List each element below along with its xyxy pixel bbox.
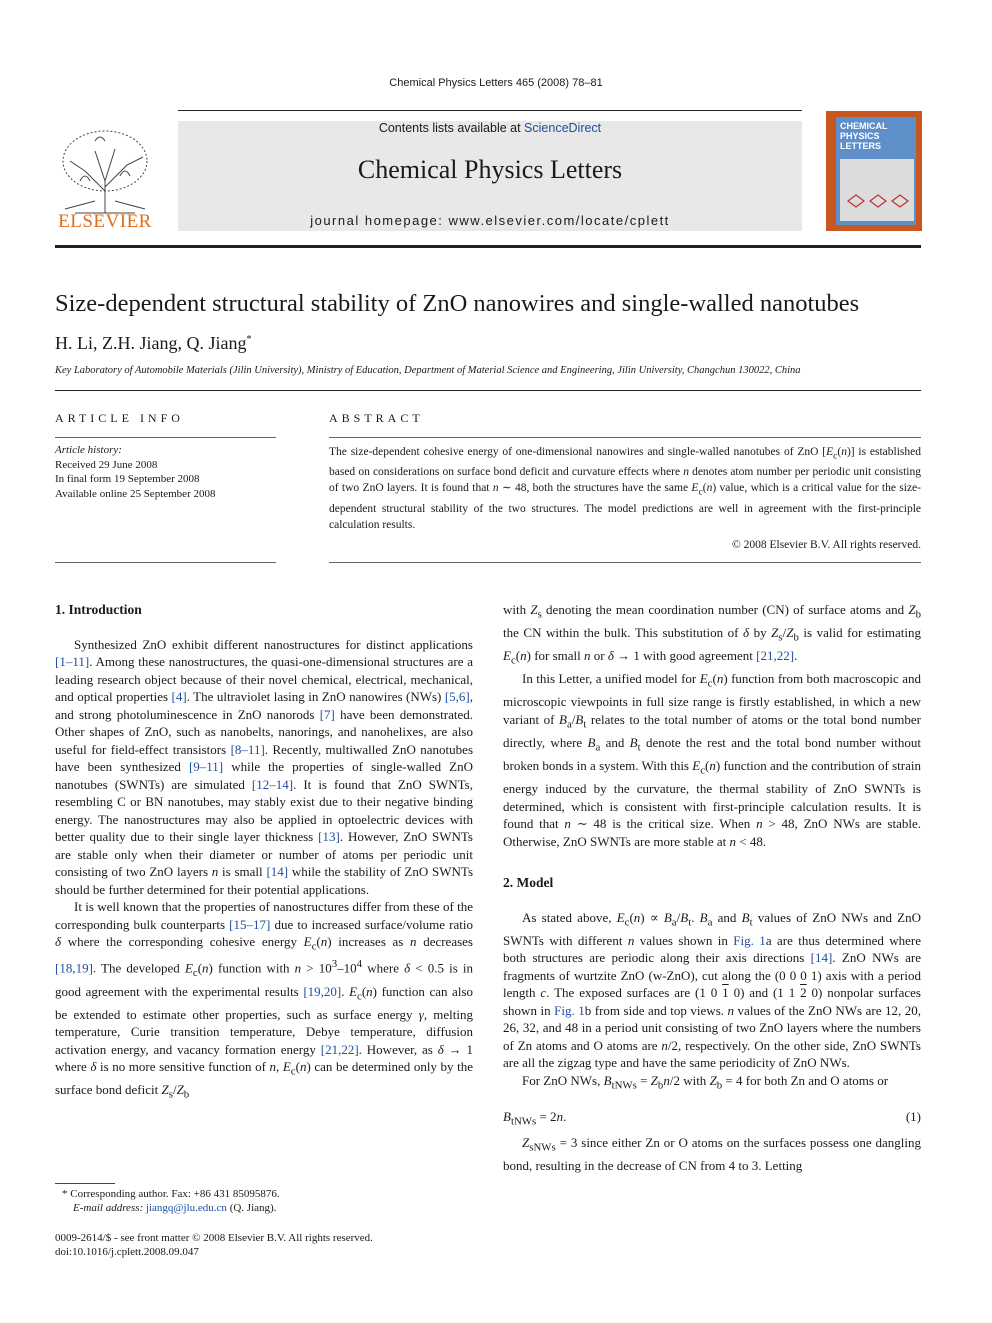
cover-image — [840, 159, 914, 221]
publisher-name: ELSEVIER — [58, 211, 152, 232]
email-link[interactable]: jiangq@jlu.edu.cn — [145, 1202, 227, 1214]
header-rule — [178, 110, 802, 111]
article-title: Size-dependent structural stability of ZnO nanowires and single-walled nanotubes — [55, 290, 860, 317]
footnote-rule — [55, 1183, 115, 1184]
model-heading: 2. Model — [503, 875, 554, 891]
contents-line: Contents lists available at ScienceDirect — [378, 121, 602, 135]
intro-paragraph-2-cont: with $Z_s$ denoting the mean coordination number (CN) of surface atoms and $Z_b$ the CN within the bulk. This substitution of δ by $Z_s/Z_b$ is valid for estimating $E_c(n)$ for small n or δ → 1 with good agreement [21,22]. — [503, 602, 921, 667]
masthead-bottom-rule — [55, 245, 921, 248]
model-paragraph-3: $Z_{sNWs} = 3$ since either Zn or O atoms on the surfaces possess one dangling bond, resulting in the decrease of CN from 4 to 3. Letting — [503, 1134, 921, 1173]
affiliation: Key Laboratory of Automobile Materials (Jilin University), Ministry of Education, Department of Material Science and Engineering, Jilin University, Changchun 130022, China — [55, 365, 801, 376]
left-column — [55, 601, 473, 1104]
intro-paragraph-2: It is well known that the properties of nanostructures differ from these of the corresponding bulk counterparts [15–17] due to increased surface/volume ratio δ where the corresponding cohesive energy $E_c(n)$ increases as n decreases [18,19]. The developed $E_c(n)$ function with $n > 10^3-10^4$ where δ < 0.5 is in good agreement with the experimental results [19,20]. $E_c(n)$ function can also be extended to estimate other properties, such as surface energy γ, melting temperature, Curie transition temperature, Debye temperature, diffusion activation energy, and vacancy formation energy [21,22]. However, as δ → 1 where δ is no more sensitive function of n, $E_c(n)$ can be determined only by the surface bond deficit $Z_s/Z_b$ — [55, 899, 474, 1101]
article-history: Article history: Received 29 June 2008 In final form 19 September 2008 Available online 25 September 2008 — [55, 444, 216, 500]
affiliation-rule — [55, 390, 921, 391]
right-column — [503, 601, 921, 1174]
journal-homepage[interactable]: journal homepage: www.elsevier.com/locate/cplett — [310, 213, 670, 228]
model-paragraph-2: For ZnO NWs, $B_{tNWs} = Z_bn/2$ with $Z_b = 4$ for both Zn and O atoms or — [522, 1072, 889, 1092]
footnote: * Corresponding author. Fax: +86 431 85095876. E-mail address: jiangq@jlu.edu.cn (Q. Jiang). — [62, 1188, 280, 1214]
corresponding-mark[interactable]: * — [246, 334, 252, 345]
copyright: © 2008 Elsevier B.V. All rights reserved. — [732, 539, 921, 551]
issn-line: 0009-2614/$ - see front matter © 2008 Elsevier B.V. All rights reserved. — [55, 1232, 373, 1244]
abstract-text: The size-dependent cohesive energy of one-dimensional nanowires and single-walled nanotubes of ZnO $[E_c(n)]$ is established based on considerations on surface bond deficit and curvature effects where n denotes atom number per periodic unit consisting of two ZnO layers. It is found that n ∼ 48, both the structures have the same $E_c(n)$ value, which is a critical value for the size-dependent structural stability of the two structures. The model predictions are well in agreement with the first-principle calculation results. — [329, 446, 922, 531]
sciencedirect-link[interactable]: ScienceDirect — [524, 121, 602, 135]
model-paragraph-1: As stated above, $E_c(n) \propto B_a/B_t$. $B_a$ and $B_t$ values of ZnO NWs and ZnO SWNTs with different n values shown in Fig. 1a are thus determined where both structures are periodic along their axis directions [14]. ZnO NWs are fragments of wurtzite ZnO (w-ZnO), cut along the (0 0 0 1) axis with a period length c. The exposed surfaces are (1 0 1 0) and (1 1 2 0) nonpolar surfaces shown in Fig. 1b from side and top views. n values of the ZnO NWs are 12, 20, 26, 32, and 48 in a period unit consisting of two ZnO layers where the numbers of Zn atoms and O atoms are n/2, respectively. On the other side, ZnO SWNTs are all the zigzag type and have the same periodicity of ZnO NWs. — [503, 909, 922, 1071]
journal-cover: CHEMICAL PHYSICS LETTERS — [826, 111, 922, 231]
abstract-heading: ABSTRACT — [329, 411, 424, 425]
doi-line[interactable]: doi:10.1016/j.cplett.2008.09.047 — [55, 1246, 199, 1258]
equation-1: $B_{tNWs} = 2n$. (1) — [503, 1108, 921, 1128]
intro-heading: 1. Introduction — [55, 602, 142, 617]
elsevier-logo — [55, 121, 155, 233]
intro-paragraph-1: Synthesized ZnO exhibit different nanostructures for distinct applications [1–11]. Among these nanostructures, the quasi-one-dimensional structures are a leading research object because of their novel chemical, electrical, mechanical, and optical properties [4]. The ultraviolet lasing in ZnO nanowires (NWs) [5,6], and strong photoluminescence in ZnO nanorods [7] have been demonstrated. Other shapes of ZnO, such as nanobelts, nanorings, and nanohelixes, are also useful for field-effect transistors [8–11]. Recently, multiwalled ZnO nanotubes have been synthesized [9–11] while the properties of single-walled ZnO nanotubes (SWNTs) are simulated [12–14]. It is found that ZnO SWNTs, resembling C or BN nanotubes, may stably exist due to their negative binding energy. The nanostructures may also be applied in optoelectric devices with better quality due to their single layer thickness [13]. However, ZnO SWNTs are stable only when their diameter or number of atoms per periodic unit consisting of two ZnO layers n is small [14] while the stability of ZnO SWNTs should be further determined for their potential applications. — [55, 636, 474, 897]
intro-paragraph-3: In this Letter, a unified model for $E_c(n)$ function from both macroscopic and microscopic viewpoints in full size range is firstly established, in which a new variant of $B_a/B_t$ relates to the total number of atoms or the total bond number directly, where $B_a$ and $B_t$ denote the rest and the total bond number without broken bonds in a system. With this $E_c(n)$ function and the contribution of strain energy induced by the curvature, the thermal stability of ZnO SWNTs is determined, which is consistent with first-principle calculation results. It is found that n ∼ 48 is the critical size. When n > 48, ZnO NWs are stable. Otherwise, ZnO SWNTs are more stable at n < 48. — [503, 671, 922, 849]
journal-citation: Chemical Physics Letters 465 (2008) 78–81 — [389, 77, 603, 89]
equation-number: (1) — [905, 1108, 921, 1124]
journal-title: Chemical Physics Letters — [357, 155, 623, 184]
article-info-heading: ARTICLE INFO — [55, 411, 184, 425]
authors: H. Li, Z.H. Jiang, Q. Jiang* — [55, 333, 252, 353]
